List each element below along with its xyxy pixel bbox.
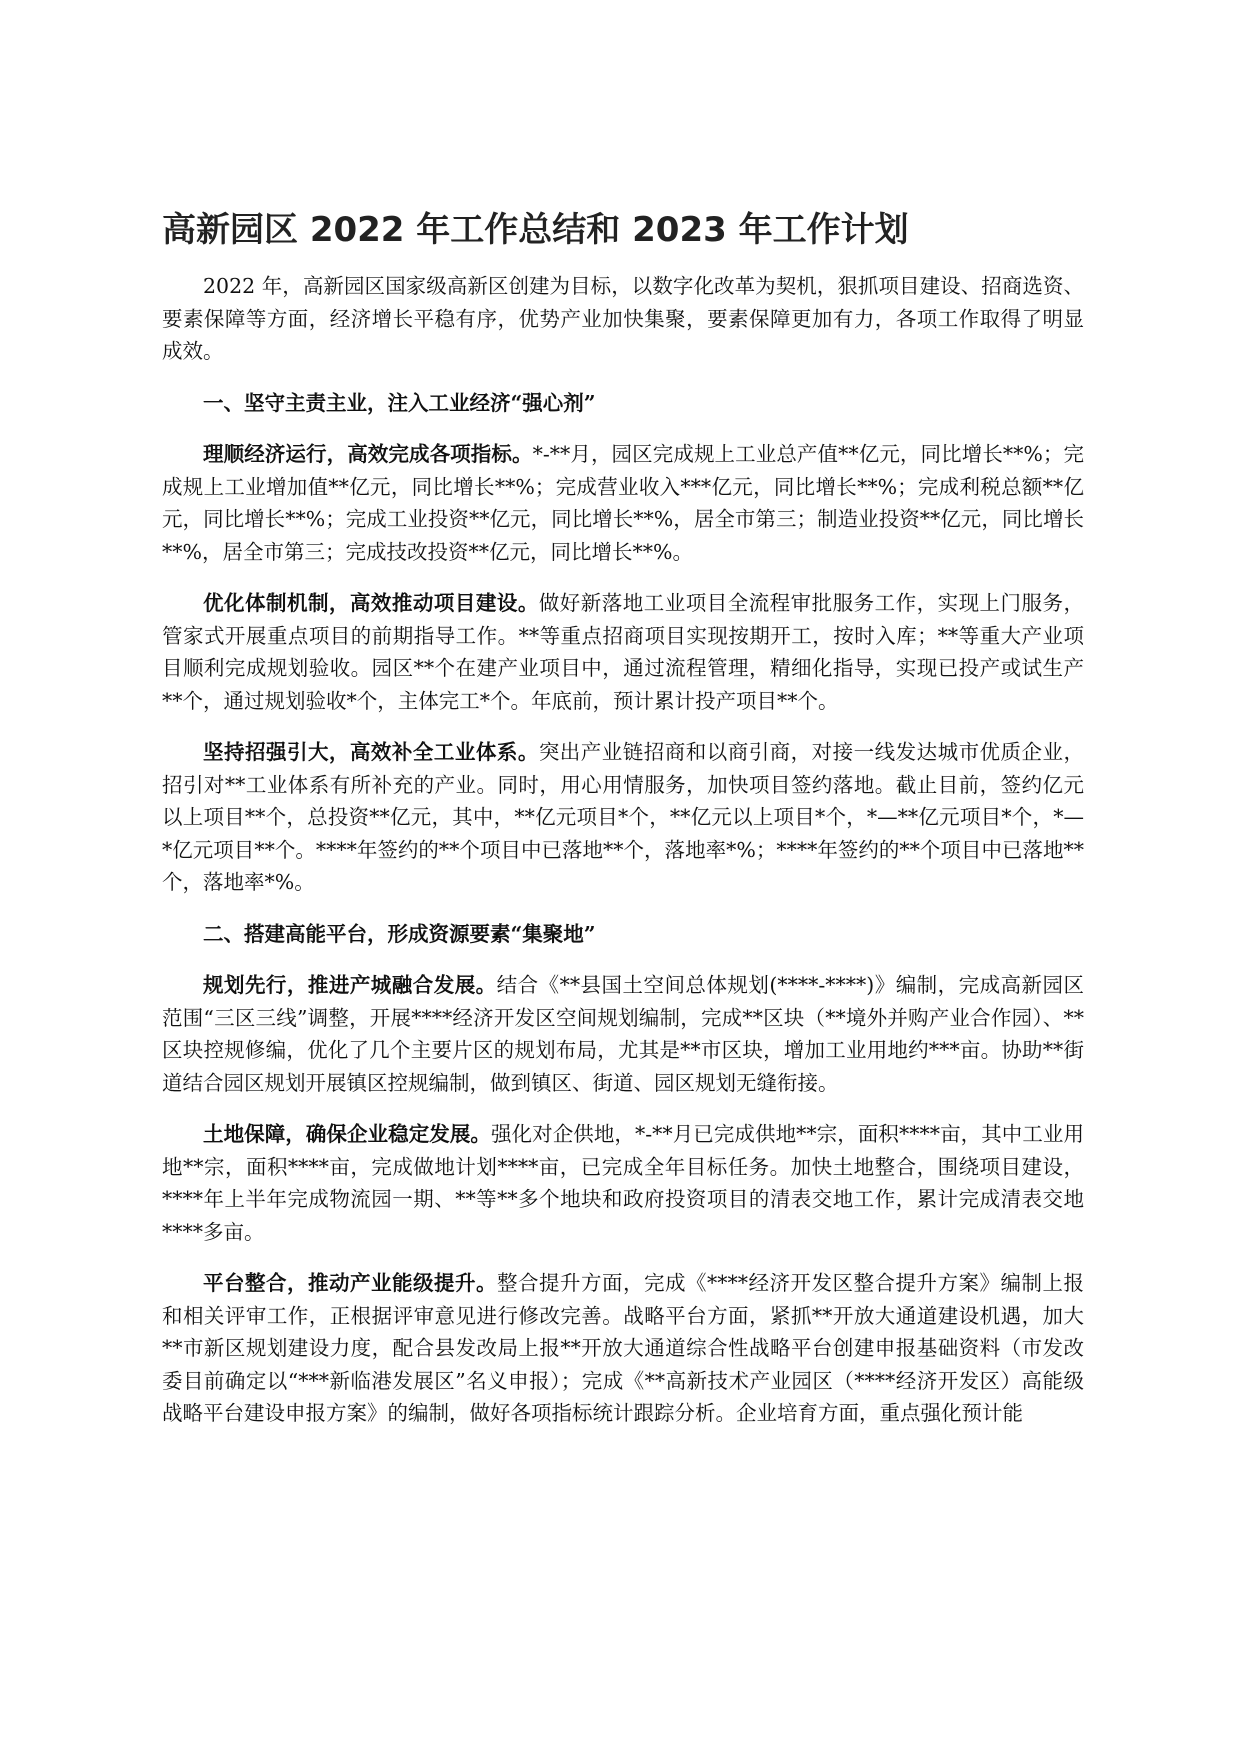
paragraph-lead: 坚持招强引大，高效补全工业体系。 — [203, 740, 539, 764]
paragraph-text: 做好新落地工业项目全流程审批服务工作，实现上门服务，管家式开展重点项目的前期指导工作。**等重点招商项目实现按期开工，按时入库；**等重大产业项目顺利完成规划验收。园区**个在建产业项目中，通过流程管理，精细化指导，实现已投产或试生产**个，通过规划验收*个，主体完工*个。年底前，预计累计投产项目**个。 — [162, 591, 1085, 713]
body-paragraph — [162, 736, 1084, 899]
paragraph-text: *-**月，园区完成规上工业总产值**亿元，同比增长**%；完成规上工业增加值**亿元，同比增长**%；完成营业收入***亿元，同比增长**%；完成利税总额**亿元，同比增长**%；完成工业投资**亿元，同比增长**%，居全市第三；制造业投资**亿元，同比增长**%，居全市第三；完成技改投资**亿元，同比增长**%。 — [162, 442, 1084, 564]
paragraph-lead: 土地保障，确保企业稳定发展。 — [203, 1122, 491, 1146]
body-paragraph — [162, 1118, 1084, 1248]
section-heading: 二、搭建高能平台，形成资源要素“集聚地” — [203, 921, 596, 946]
intro-paragraph: 2022 年，高新园区国家级高新区创建为目标，以数字化改革为契机，狠抓项目建设、招商选资、要素保障等方面，经济增长平稳有序，优势产业加快集聚，要素保障更加有力，各项工作取得了明显成效。 — [162, 274, 1084, 363]
paragraph-lead: 理顺经济运行，高效完成各项指标。 — [203, 442, 533, 466]
paragraph-text: 突出产业链招商和以商引商，对接一线发达城市优质企业，招引对**工业体系有所补充的产业。同时，用心用情服务，加快项目签约落地。截止目前，签约亿元以上项目**个，总投资**亿元，其中，**亿元项目*个，**亿元以上项目*个，*—**亿元项目*个，*—*亿元项目**个。****年签约的**个项目中已落地**个，落地率*%；****年签约的**个项目中已落地**个，落地率*%。 — [162, 740, 1085, 894]
body-paragraph — [162, 587, 1084, 717]
body-paragraph — [162, 438, 1084, 568]
document-body — [162, 270, 1084, 1449]
paragraph-lead: 平台整合，推动产业能级提升。 — [203, 1271, 497, 1295]
body-paragraph — [162, 1267, 1084, 1430]
document-title: 高新园区 2022 年工作总结和 2023 年工作计划 — [162, 210, 909, 250]
section-heading: 一、坚守主责主业，注入工业经济“强心剂” — [203, 390, 596, 415]
paragraph-text: 整合提升方面，完成《****经济开发区整合提升方案》编制上报和相关评审工作，正根据评审意见进行修改完善。战略平台方面，紧抓**开放大通道建设机遇，加大**市新区规划建设力度，配合县发改局上报**开放大通道综合性战略平台创建申报基础资料（市发改委目前确定以“***新临港发展区”名义申报）；完成《**高新技术产业园区（****经济开发区）高能级战略平台建设申报方案》的编制，做好各项指标统计跟踪分析。企业培育方面，重点强化预计能 — [162, 1271, 1084, 1425]
paragraph-lead: 优化体制机制，高效推动项目建设。 — [203, 591, 539, 615]
paragraph-text: 结合《**县国土空间总体规划(****-****)》编制，完成高新园区范围“三区三线”调整，开展****经济开发区空间规划编制，完成**区块（**境外并购产业合作园）、**区块控规修编，优化了几个主要片区的规划布局，尤其是**市区块，增加工业用地约***亩。协助**街道结合园区规划开展镇区控规编制，做到镇区、街道、园区规划无缝衔接。 — [162, 973, 1085, 1095]
document-page — [162, 0, 1084, 1754]
body-paragraph — [162, 969, 1084, 1099]
paragraph-text: 强化对企供地，*-**月已完成供地**宗，面积****亩，其中工业用地**宗，面积****亩，完成做地计划****亩，已完成全年目标任务。加快土地整合，围绕项目建设，****年上半年完成物流园一期、**等**多个地块和政府投资项目的清表交地工作，累计完成清表交地****多亩。 — [162, 1122, 1084, 1244]
paragraph-lead: 规划先行，推进产城融合发展。 — [203, 973, 497, 997]
